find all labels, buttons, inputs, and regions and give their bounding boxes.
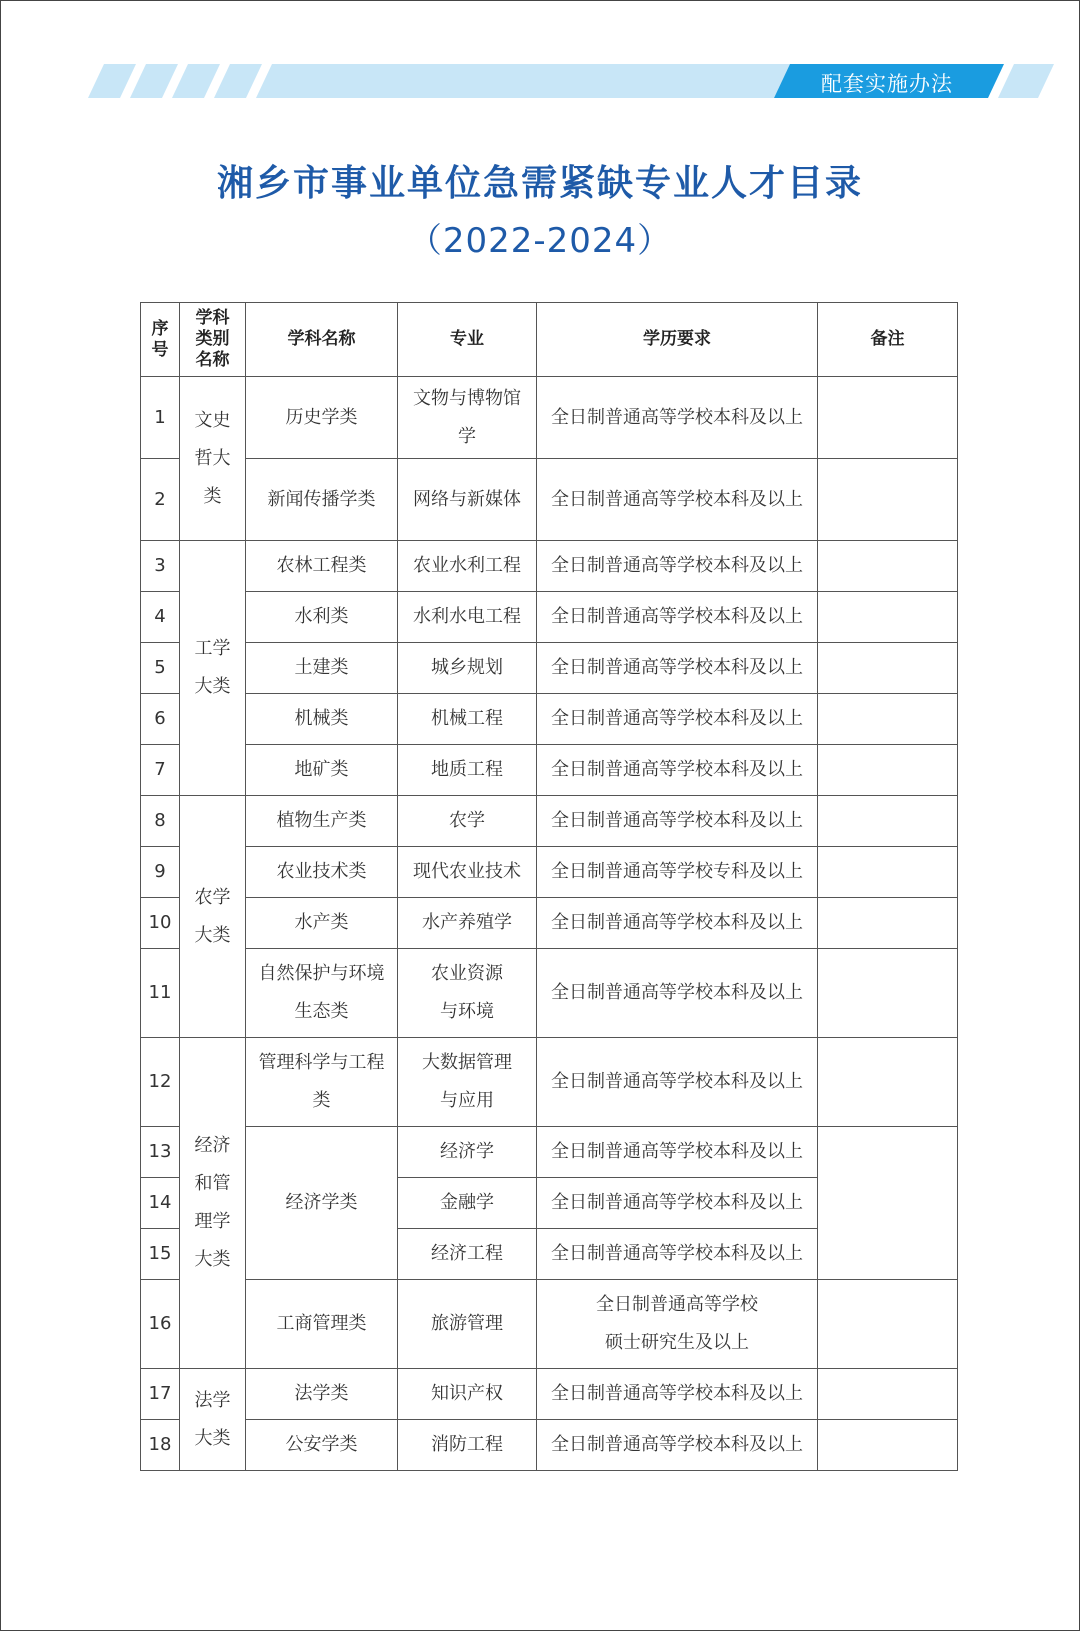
major-cell: 金融学 <box>398 1178 537 1229</box>
discipline-cell: 水产类 <box>246 898 398 949</box>
table-row <box>141 1280 958 1369</box>
remarks-cell <box>818 643 958 694</box>
education-cell: 全日制普通高等学校本科及以上 <box>537 377 818 459</box>
major-cell: 地质工程 <box>398 745 537 796</box>
major-cell: 水利水电工程 <box>398 592 537 643</box>
discipline-cell: 土建类 <box>246 643 398 694</box>
table-row <box>141 1127 958 1178</box>
discipline-cell: 新闻传播学类 <box>246 459 398 541</box>
education-cell: 全日制普通高等学校本科及以上 <box>537 898 818 949</box>
seq-cell: 4 <box>141 592 180 643</box>
seq-cell: 16 <box>141 1280 180 1369</box>
education-cell: 全日制普通高等学校本科及以上 <box>537 592 818 643</box>
education-cell: 全日制普通高等学校本科及以上 <box>537 949 818 1038</box>
seq-cell: 2 <box>141 459 180 541</box>
discipline-cell: 机械类 <box>246 694 398 745</box>
section-label: 配套实施办法 <box>821 72 953 96</box>
education-cell: 全日制普通高等学校本科及以上 <box>537 1127 818 1178</box>
major-cell: 农学 <box>398 796 537 847</box>
education-cell: 全日制普通高等学校本科及以上 <box>537 1178 818 1229</box>
table-row <box>141 949 958 1038</box>
education-cell: 全日制普通高等学校本科及以上 <box>537 1369 818 1420</box>
category-cell: 文史哲大类 <box>180 377 246 541</box>
table-row <box>141 592 958 643</box>
remarks-cell <box>818 592 958 643</box>
discipline-cell: 农业技术类 <box>246 847 398 898</box>
remarks-cell <box>818 694 958 745</box>
education-cell: 全日制普通高等学校本科及以上 <box>537 541 818 592</box>
major-cell: 网络与新媒体 <box>398 459 537 541</box>
discipline-cell: 管理科学与工程类 <box>246 1038 398 1127</box>
discipline-cell: 工商管理类 <box>246 1280 398 1369</box>
seq-cell: 9 <box>141 847 180 898</box>
category-cell: 工学大类 <box>180 541 246 796</box>
remarks-cell <box>818 898 958 949</box>
major-cell: 旅游管理 <box>398 1280 537 1369</box>
education-cell: 全日制普通高等学校本科及以上 <box>537 694 818 745</box>
remarks-cell <box>818 459 958 541</box>
page-subtitle: （2022-2024） <box>407 221 673 261</box>
seq-cell: 7 <box>141 745 180 796</box>
major-cell: 知识产权 <box>398 1369 537 1420</box>
remarks-cell <box>818 1127 958 1280</box>
header-category: 学科类别名称 <box>180 303 246 377</box>
table-row <box>141 1038 958 1127</box>
education-cell: 全日制普通高等学校专科及以上 <box>537 847 818 898</box>
page-title: 湘乡市事业单位急需紧缺专业人才目录 <box>216 163 863 204</box>
header-discipline: 学科名称 <box>246 303 398 377</box>
seq-cell: 8 <box>141 796 180 847</box>
education-cell: 全日制普通高等学校本科及以上 <box>537 1038 818 1127</box>
major-cell: 大数据管理与应用 <box>398 1038 537 1127</box>
remarks-cell <box>818 1420 958 1471</box>
table-row <box>141 459 958 541</box>
table-row <box>141 898 958 949</box>
remarks-cell <box>818 1280 958 1369</box>
table-row <box>141 745 958 796</box>
major-cell: 城乡规划 <box>398 643 537 694</box>
major-cell: 农业资源与环境 <box>398 949 537 1038</box>
table-row <box>141 847 958 898</box>
major-cell: 文物与博物馆学 <box>398 377 537 459</box>
header-seq: 序号 <box>141 303 180 377</box>
remarks-cell <box>818 796 958 847</box>
seq-cell: 15 <box>141 1229 180 1280</box>
remarks-cell <box>818 1038 958 1127</box>
remarks-cell <box>818 377 958 459</box>
seq-cell: 1 <box>141 377 180 459</box>
remarks-cell <box>818 541 958 592</box>
major-cell: 机械工程 <box>398 694 537 745</box>
header-stripe <box>0 64 1080 98</box>
discipline-cell: 公安学类 <box>246 1420 398 1471</box>
header-major: 专业 <box>398 303 537 377</box>
education-cell: 全日制普通高等学校本科及以上 <box>537 1420 818 1471</box>
category-cell: 经济和管理学大类 <box>180 1038 246 1369</box>
education-cell: 全日制普通高等学校本科及以上 <box>537 745 818 796</box>
education-cell: 全日制普通高等学校本科及以上 <box>537 1229 818 1280</box>
seq-cell: 14 <box>141 1178 180 1229</box>
discipline-cell: 法学类 <box>246 1369 398 1420</box>
discipline-cell: 植物生产类 <box>246 796 398 847</box>
category-cell: 农学大类 <box>180 796 246 1038</box>
education-cell: 全日制普通高等学校硕士研究生及以上 <box>537 1280 818 1369</box>
remarks-cell <box>818 1369 958 1420</box>
discipline-cell: 农林工程类 <box>246 541 398 592</box>
table-row <box>141 796 958 847</box>
major-cell: 经济工程 <box>398 1229 537 1280</box>
remarks-cell <box>818 949 958 1038</box>
education-cell: 全日制普通高等学校本科及以上 <box>537 459 818 541</box>
seq-cell: 10 <box>141 898 180 949</box>
table-row <box>141 377 958 459</box>
table-row <box>141 541 958 592</box>
seq-cell: 6 <box>141 694 180 745</box>
seq-cell: 5 <box>141 643 180 694</box>
header-education: 学历要求 <box>537 303 818 377</box>
major-cell: 现代农业技术 <box>398 847 537 898</box>
table-row <box>141 1369 958 1420</box>
seq-cell: 3 <box>141 541 180 592</box>
seq-cell: 18 <box>141 1420 180 1471</box>
major-cell: 水产养殖学 <box>398 898 537 949</box>
remarks-cell <box>818 847 958 898</box>
seq-cell: 11 <box>141 949 180 1038</box>
major-cell: 消防工程 <box>398 1420 537 1471</box>
education-cell: 全日制普通高等学校本科及以上 <box>537 796 818 847</box>
discipline-cell: 经济学类 <box>246 1127 398 1280</box>
table-row <box>141 694 958 745</box>
table-header-row <box>141 303 958 377</box>
discipline-cell: 地矿类 <box>246 745 398 796</box>
major-cell: 经济学 <box>398 1127 537 1178</box>
education-cell: 全日制普通高等学校本科及以上 <box>537 643 818 694</box>
seq-cell: 17 <box>141 1369 180 1420</box>
talent-table <box>140 302 958 1471</box>
seq-cell: 13 <box>141 1127 180 1178</box>
major-cell: 农业水利工程 <box>398 541 537 592</box>
category-cell: 法学大类 <box>180 1369 246 1471</box>
discipline-cell: 自然保护与环境生态类 <box>246 949 398 1038</box>
remarks-cell <box>818 745 958 796</box>
discipline-cell: 历史学类 <box>246 377 398 459</box>
seq-cell: 12 <box>141 1038 180 1127</box>
table-row <box>141 1420 958 1471</box>
header-remarks: 备注 <box>818 303 958 377</box>
discipline-cell: 水利类 <box>246 592 398 643</box>
table-row <box>141 643 958 694</box>
